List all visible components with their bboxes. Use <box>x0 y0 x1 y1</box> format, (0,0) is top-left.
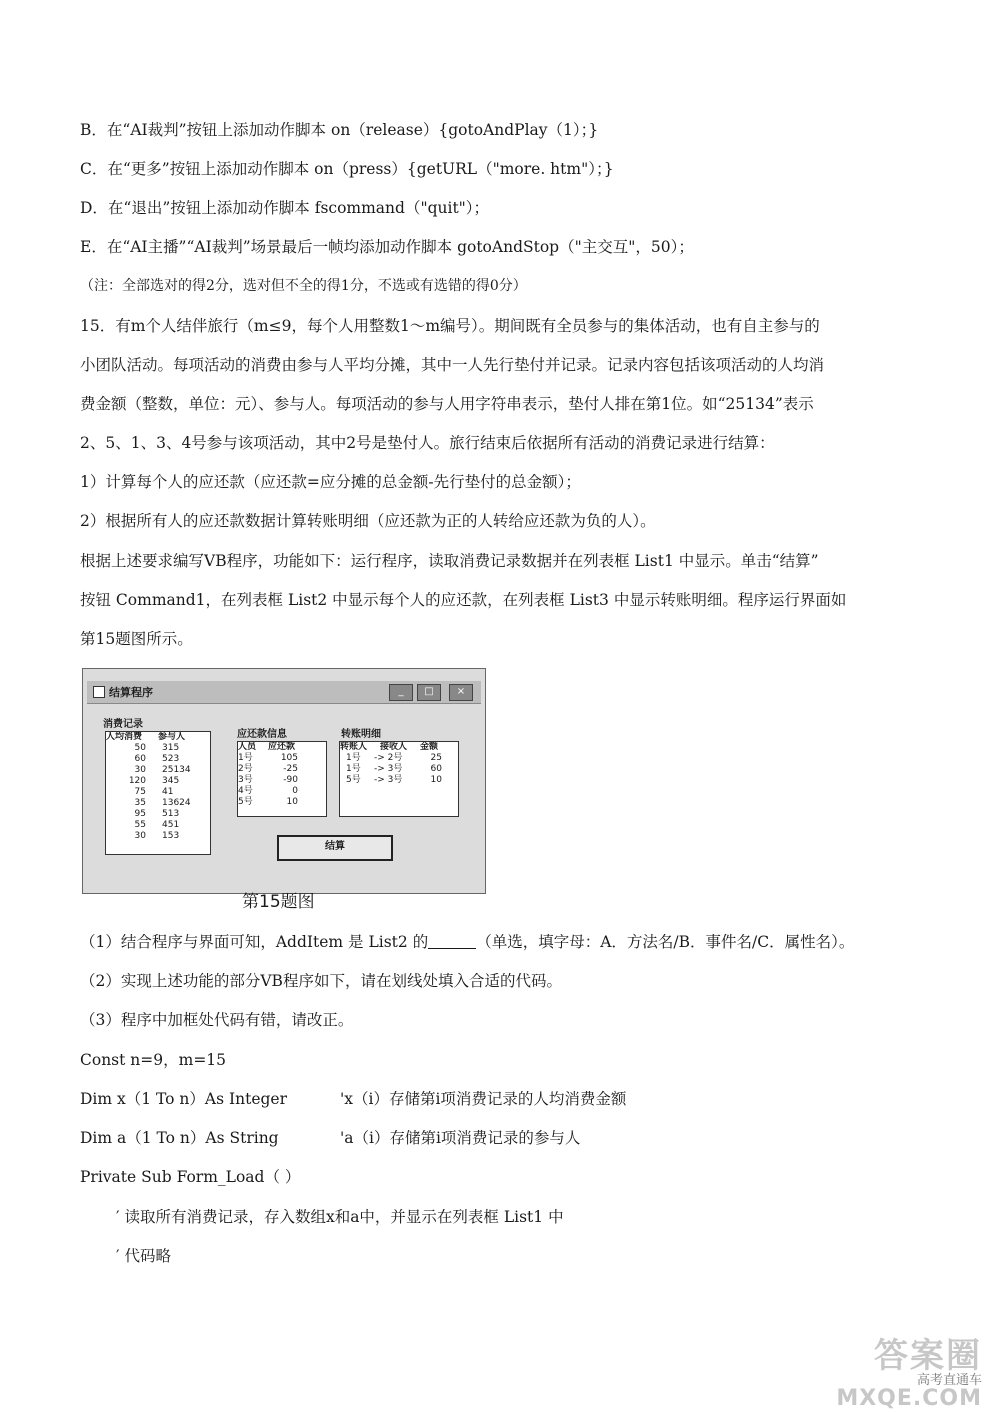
list-cell: 25134 <box>162 765 191 775</box>
list-cell: 25 <box>430 753 442 763</box>
list-cell: -25 <box>283 764 298 774</box>
list2-listbox[interactable] <box>237 741 327 817</box>
settle-button[interactable]: 结算 <box>277 835 393 861</box>
list-item[interactable] <box>106 743 210 754</box>
list3-header <box>340 742 458 753</box>
question-line: 1）计算每个人的应还款（应还款=应分摊的总金额-先行垫付的总金额）； <box>80 473 581 491</box>
list-cell: 153 <box>162 831 180 841</box>
subquestion-1-text: （1）结合程序与界面可知，AddItem 是 List2 的 <box>80 933 429 951</box>
code-comment-line: ′ 代码略 <box>116 1247 171 1265</box>
list-cell: 1号 <box>346 764 361 774</box>
list-cell: 5号 <box>346 775 361 785</box>
subquestion-2: （2）实现上述功能的部分VB程序如下，请在划线处填入合适的代码。 <box>80 972 562 990</box>
list-cell: 0 <box>292 786 298 796</box>
answer-blank[interactable] <box>428 934 476 949</box>
list-item[interactable] <box>340 775 458 786</box>
watermark-site-name: 高考直通车 <box>916 1373 982 1388</box>
window-title: 结算程序 <box>109 686 153 699</box>
option-c: C．在“更多”按钮上添加动作脚本 on（press）{getURL（"more. htm"）；} <box>80 160 614 178</box>
scoring-note: （注：全部选对的得2分，选对但不全的得1分，不选或有选错的得0分） <box>80 278 527 294</box>
question-line: 2、5、1、3、4号参与该项活动，其中2号是垫付人。旅行结束后依据所有活动的消费记录进行结算： <box>80 434 775 452</box>
watermark-logo-text: 答案圈 <box>874 1336 982 1376</box>
list-cell: 75 <box>134 787 146 797</box>
list-cell: -90 <box>283 775 298 785</box>
figure-caption: 第15题图 <box>242 892 315 912</box>
list-cell: -> 3号 <box>374 764 403 774</box>
subquestion-1 <box>80 932 854 952</box>
list-item[interactable] <box>238 753 326 764</box>
list-item[interactable] <box>106 798 210 809</box>
list-cell: 1号 <box>238 753 253 763</box>
list-cell: 41 <box>162 787 174 797</box>
list3-header-cell: 转账人 <box>340 742 368 752</box>
window-titlebar <box>87 681 481 704</box>
list-cell: 120 <box>128 776 146 786</box>
list-item[interactable] <box>238 764 326 775</box>
code-comment-line: ′ 读取所有消费记录，存入数组x和a中，并显示在列表框 List1 中 <box>116 1208 564 1226</box>
list-item[interactable] <box>238 786 326 797</box>
option-b: B．在“AI裁判”按钮上添加动作脚本 on（release）{gotoAndPlay（1）；} <box>80 121 599 139</box>
list-item[interactable] <box>106 820 210 831</box>
list1-group-title: 消费记录 <box>103 719 143 730</box>
option-e: E．在“AI主播”“AI裁判”场景最后一帧均添加动作脚本 gotoAndStop（"主交互"，50）； <box>80 238 694 256</box>
list1-listbox[interactable] <box>105 731 211 855</box>
list-item[interactable] <box>340 764 458 775</box>
minimize-icon[interactable]: _ <box>389 684 413 701</box>
window-app-icon <box>93 686 105 698</box>
code-const-line: Const n=9，m=15 <box>80 1051 227 1069</box>
list-cell: 13624 <box>162 798 191 808</box>
code-dim-x-comment: 'x（i）存储第i项消费记录的人均消费金额 <box>340 1090 627 1108</box>
code-dim-a-comment: 'a（i）存储第i项消费记录的参与人 <box>340 1129 581 1147</box>
list-cell: -> 3号 <box>374 775 403 785</box>
list2-header <box>238 742 326 753</box>
question-line: 15．有m个人结伴旅行（m≤9，每个人用整数1～m编号）。期间既有全员参与的集体活动，也有自主参与的 <box>80 317 820 335</box>
list1-header <box>106 732 210 743</box>
list-cell: 105 <box>280 753 298 763</box>
list-cell: 4号 <box>238 786 253 796</box>
list-cell: 523 <box>162 754 180 764</box>
list-item[interactable] <box>106 787 210 798</box>
list2-group-title: 应还款信息 <box>237 729 287 740</box>
list3-listbox[interactable] <box>339 741 459 817</box>
list-item[interactable] <box>340 753 458 764</box>
option-d: D．在“退出”按钮上添加动作脚本 fscommand（"quit"）； <box>80 199 490 217</box>
code-dim-a-line: Dim a（1 To n）As String <box>80 1129 279 1147</box>
list-cell: 30 <box>134 831 146 841</box>
question-line: 小团队活动。每项活动的消费由参与人平均分摊，其中一人先行垫付并记录。记录内容包括该项活动的人均消 <box>80 356 825 374</box>
list-item[interactable] <box>106 809 210 820</box>
list-item[interactable] <box>106 776 210 787</box>
list-cell: 60 <box>430 764 442 774</box>
question-line: 2）根据所有人的应还款数据计算转账明细（应还款为正的人转给应还款为负的人）。 <box>80 512 656 530</box>
list-item[interactable] <box>106 765 210 776</box>
list-cell: 30 <box>134 765 146 775</box>
list3-group-title: 转账明细 <box>341 729 381 740</box>
watermark-url: MXQE.COM <box>836 1386 982 1411</box>
code-sub-line: Private Sub Form_Load（ ） <box>80 1168 301 1186</box>
list-cell: 60 <box>134 754 146 764</box>
question-line: 按钮 Command1，在列表框 List2 中显示每个人的应还款，在列表框 List3 中显示转账明细。程序运行界面如 <box>80 591 847 609</box>
list-cell: 3号 <box>238 775 253 785</box>
list-cell: -> 2号 <box>374 753 403 763</box>
list-cell: 513 <box>162 809 180 819</box>
list-cell: 55 <box>134 820 146 830</box>
subquestion-1-options: （单选，填字母：A．方法名/B．事件名/C．属性名）。 <box>476 933 855 951</box>
list-item[interactable] <box>238 775 326 786</box>
list-cell: 345 <box>162 776 180 786</box>
list-item[interactable] <box>238 797 326 808</box>
question-line: 第15题图所示。 <box>80 630 193 648</box>
list-cell: 50 <box>134 743 146 753</box>
maximize-icon[interactable]: □ <box>417 684 441 701</box>
subquestion-3: （3）程序中加框处代码有错，请改正。 <box>80 1011 354 1029</box>
watermark-logo <box>832 1336 982 1411</box>
list1-header-cell: 人均消费 <box>106 732 143 742</box>
list1-header-cell: 参与人 <box>158 732 186 742</box>
program-window-figure <box>82 668 486 894</box>
list-item[interactable] <box>106 831 210 842</box>
list-cell: 451 <box>162 820 180 830</box>
list-cell: 35 <box>134 798 146 808</box>
list-cell: 2号 <box>238 764 253 774</box>
list-cell: 95 <box>134 809 146 819</box>
list3-header-cell: 金额 <box>420 742 439 752</box>
list2-header-cell: 应还款 <box>268 742 296 752</box>
list-cell: 1号 <box>346 753 361 763</box>
list2-header-cell: 人员 <box>238 742 257 752</box>
list-item[interactable] <box>106 754 210 765</box>
question-line: 费金额（整数，单位：元）、参与人。每项活动的参与人用字符串表示，垫付人排在第1位。如“25134”表示 <box>80 395 814 413</box>
close-icon[interactable]: × <box>449 684 473 701</box>
list3-header-cell: 接收人 <box>380 742 408 752</box>
question-line: 根据上述要求编写VB程序，功能如下：运行程序，读取消费记录数据并在列表框 List1 中显示。单击“结算” <box>80 552 819 570</box>
list-cell: 5号 <box>238 797 253 807</box>
list-cell: 10 <box>286 797 298 807</box>
code-dim-x-line: Dim x（1 To n）As Integer <box>80 1090 288 1108</box>
list-cell: 10 <box>430 775 442 785</box>
list-cell: 315 <box>162 743 180 753</box>
